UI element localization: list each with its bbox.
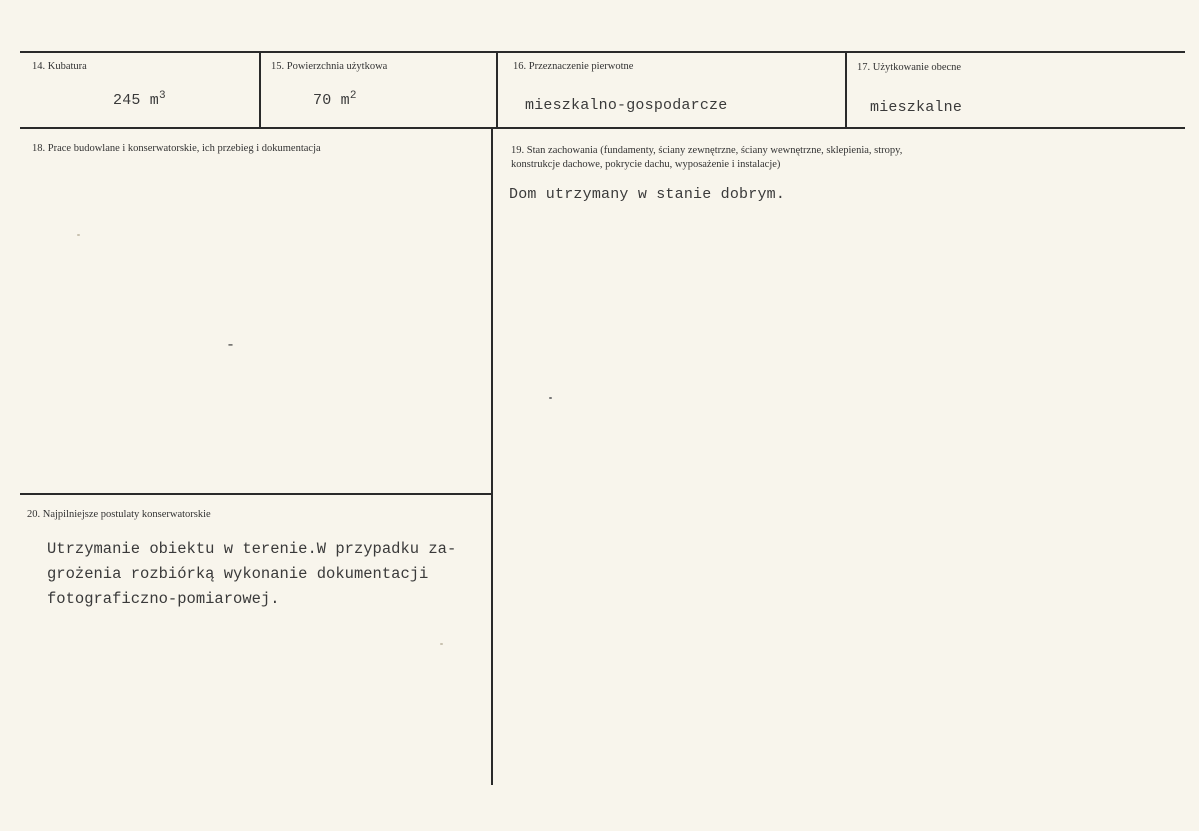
field-14-value — [113, 92, 166, 109]
top-rule — [20, 51, 1185, 53]
field-20-line-3: fotograficzno-pomiarowej. — [47, 590, 280, 608]
field-15-value — [313, 92, 357, 109]
field-14-number: 245 m — [113, 92, 160, 109]
paper-speck — [77, 234, 80, 236]
field-18-value: - — [226, 337, 236, 354]
col-divider-1 — [259, 51, 261, 129]
row-divider — [20, 127, 1185, 129]
field-16-label: 16. Przeznaczenie pierwotne — [513, 61, 634, 72]
field-20-label: 20. Najpilniejsze postulaty konserwatorskie — [27, 509, 211, 520]
field-15-exponent: 2 — [349, 90, 357, 102]
field-17-value: mieszkalne — [870, 99, 963, 116]
field-20-line-1: Utrzymanie obiektu w terenie.W przypadku za- — [47, 540, 457, 558]
field-15-label: 15. Powierzchnia użytkowa — [271, 61, 388, 72]
section-divider — [20, 493, 492, 495]
paper-speck — [440, 643, 443, 645]
col-divider-2 — [496, 51, 498, 129]
field-14-label: 14. Kubatura — [32, 61, 87, 72]
field-19-label-line-2: konstrukcje dachowe, pokrycie dachu, wyposażenie i instalacje) — [511, 159, 781, 170]
field-20-line-2: grożenia rozbiórką wykonanie dokumentacji — [47, 565, 429, 583]
field-19-label-line-1: 19. Stan zachowania (fundamenty, ściany zewnętrzne, ściany wewnętrzne, sklepienia, stropy, — [511, 145, 903, 156]
field-15-number: 70 m — [313, 92, 350, 109]
col-divider-3 — [845, 51, 847, 129]
field-16-value: mieszkalno-gospodarcze — [525, 97, 728, 114]
field-20-text — [47, 537, 456, 612]
field-14-exponent: 3 — [159, 90, 166, 102]
field-19-value: Dom utrzymany w stanie dobrym. — [509, 186, 786, 203]
field-17-label: 17. Użytkowanie obecne — [857, 62, 962, 73]
paper-speck — [549, 397, 552, 399]
main-column-divider — [491, 127, 493, 785]
field-18-label: 18. Prace budowlane i konserwatorskie, ich przebieg i dokumentacja — [32, 143, 321, 154]
